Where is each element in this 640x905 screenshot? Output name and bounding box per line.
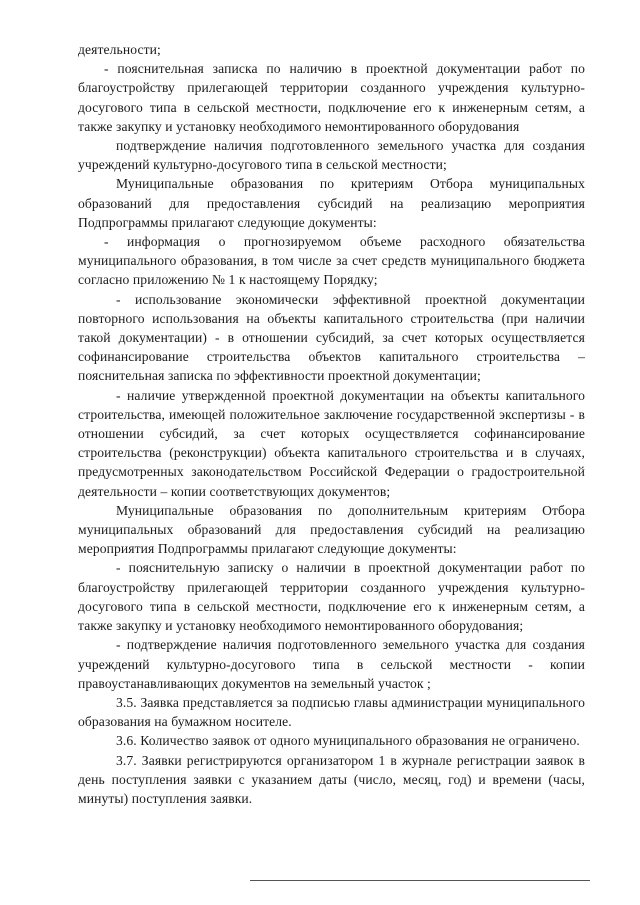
paragraph: - использование экономически эффективной проектной документации повторного использования на объекты капитального строительства (при наличии такой документации) - в отношении субсидий, за счет которых осуществляется софинансирование строительства объектов капитального строительства – пояснительная записка по эффективности проектной документации;: [78, 291, 585, 384]
paragraph: - пояснительная записка по наличию в проектной документации работ по благоустройству прилегающей территории созданного учреждения культурно-досугового типа в сельской местности, подключение его к инженерным сетям, а также закупку и установку необходимого немонтированного оборудования: [78, 61, 585, 134]
paragraph: Муниципальные образования по дополнительным критериям Отбора муниципальных образований для предоставления субсидий на реализацию мероприятия Подпрограммы прилагают следующие документы:: [78, 502, 585, 557]
paragraph: - наличие утвержденной проектной документации на объекты капитального строительства, имеющей положительное заключение государственной экспертизы - в отношении субсидий, за счет которых осуществляется софинансирование строительства (реконструкции) объекта капитального строительства и в случаях, предусмотренных законодательством Российской Федерации о градостроительной деятельности – копии соответствующих документов;: [78, 387, 585, 499]
paragraph: 3.7. Заявки регистрируются организатором 1 в журнале регистрации заявок в день поступления заявки с указанием даты (число, месяц, год) и времени (часы, минуты) поступления заявки.: [78, 752, 585, 806]
paragraph: - информация о прогнозируемом объеме расходного обязательства муниципального образования, в том числе за счет средств муниципального бюджета согласно приложению № 1 к настоящему Порядку;: [78, 234, 585, 288]
paragraph: подтверждение наличия подготовленного земельного участка для создания учреждений культурно-досугового типа в сельской местности;: [78, 138, 585, 173]
paragraph: - пояснительную записку о наличии в проектной документации работ по благоустройству прилегающей территории созданного учреждения культурно-досугового типа в сельской местности, подключение его к инженерным сетям, а также закупку и установку необходимого немонтированного оборудования;: [78, 560, 585, 634]
paragraph: Муниципальные образования по критериям Отбора муниципальных образований для предоставления субсидий на реализацию мероприятия Подпрограммы прилагают следующие документы:: [78, 176, 585, 230]
paragraph: - подтверждение наличия подготовленного земельного участка для создания учреждений культурно-досугового типа в сельской местности - копии правоустанавливающих документов на земельный участок ;: [78, 637, 585, 691]
paragraph: 3.6. Количество заявок от одного муниципального образования не ограничено.: [116, 733, 580, 749]
document-body: [78, 40, 585, 808]
paragraph: деятельности;: [78, 42, 161, 57]
paragraph: 3.5. Заявка представляется за подписью главы администрации муниципального образования на бумажном носителе.: [78, 694, 585, 730]
bottom-rule: [250, 880, 590, 881]
